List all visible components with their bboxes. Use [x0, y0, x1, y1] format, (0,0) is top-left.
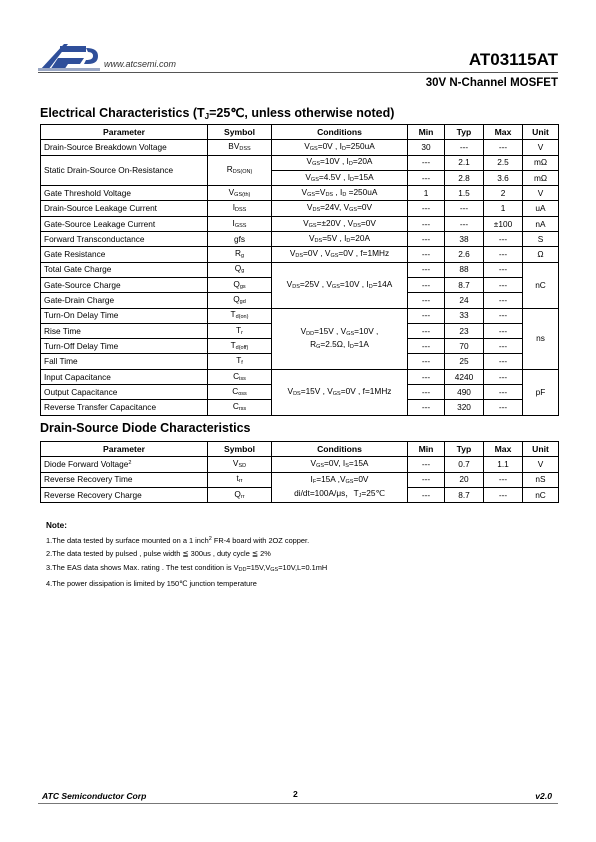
- header-typ: Typ: [445, 442, 484, 457]
- note-item: 3.The EAS data shows Max. rating . The test condition is VDD=15V,VGS=10V,L=0.1mH: [46, 562, 328, 573]
- unit-cell: nC: [523, 262, 559, 308]
- header-symbol: Symbol: [208, 442, 272, 457]
- footer-version: v2.0: [535, 791, 552, 801]
- unit-cell: nA: [523, 216, 559, 231]
- page-number: 2: [293, 789, 298, 799]
- typ-cell: 490: [445, 385, 484, 400]
- header-unit: Unit: [523, 442, 559, 457]
- symbol-cell: gfs: [208, 232, 272, 247]
- param-cell: Reverse Transfer Capacitance: [41, 400, 208, 415]
- atc-logo-icon: [38, 42, 100, 72]
- notes-title: Note:: [46, 521, 67, 530]
- param-cell: Drain-Source Leakage Current: [41, 201, 208, 216]
- table-row: [41, 472, 559, 487]
- max-cell: 2: [484, 186, 523, 201]
- table-row: [41, 369, 559, 384]
- min-cell: ---: [408, 354, 445, 369]
- unit-cell: V: [523, 140, 559, 155]
- min-cell: ---: [408, 400, 445, 415]
- unit-cell: V: [523, 186, 559, 201]
- min-cell: ---: [408, 201, 445, 216]
- max-cell: 1: [484, 201, 523, 216]
- typ-cell: 20: [445, 472, 484, 487]
- typ-cell: 0.7: [445, 457, 484, 472]
- table-row: [41, 247, 559, 262]
- typ-cell: 320: [445, 400, 484, 415]
- min-cell: ---: [408, 487, 445, 502]
- param-cell: Static Drain-Source On-Resistance: [41, 155, 208, 186]
- param-cell: Output Capacitance: [41, 385, 208, 400]
- max-cell: 1.1: [484, 457, 523, 472]
- min-cell: ---: [408, 472, 445, 487]
- min-cell: ---: [408, 457, 445, 472]
- param-cell: Reverse Recovery Charge: [41, 487, 208, 502]
- min-cell: ---: [408, 277, 445, 292]
- symbol-cell: VSD: [208, 457, 272, 472]
- max-cell: ---: [484, 247, 523, 262]
- symbol-cell: VGS(th): [208, 186, 272, 201]
- table-row: [41, 186, 559, 201]
- table-header-row: [41, 125, 559, 140]
- header-conditions: Conditions: [272, 442, 408, 457]
- conditions-cell: VDS=25V , VGS=10V , ID=14A: [272, 262, 408, 308]
- symbol-cell: Crss: [208, 400, 272, 415]
- max-cell: ---: [484, 339, 523, 354]
- conditions-cell: VGS=0V , ID=250uA: [272, 140, 408, 155]
- typ-cell: 88: [445, 262, 484, 277]
- header-conditions: Conditions: [272, 125, 408, 140]
- unit-cell: nC: [523, 487, 559, 502]
- symbol-cell: Qgd: [208, 293, 272, 308]
- max-cell: ---: [484, 323, 523, 338]
- typ-cell: 33: [445, 308, 484, 323]
- symbol-cell: Qg: [208, 262, 272, 277]
- typ-cell: 2.1: [445, 155, 484, 170]
- notes-block: [46, 519, 327, 591]
- min-cell: ---: [408, 262, 445, 277]
- header-unit: Unit: [523, 125, 559, 140]
- param-cell: Gate-Drain Charge: [41, 293, 208, 308]
- table-row: [41, 201, 559, 216]
- param-cell: Reverse Recovery Time: [41, 472, 208, 487]
- typ-cell: 38: [445, 232, 484, 247]
- table-header-row: [41, 442, 559, 457]
- max-cell: 3.6: [484, 170, 523, 185]
- min-cell: 30: [408, 140, 445, 155]
- min-cell: ---: [408, 339, 445, 354]
- max-cell: ---: [484, 385, 523, 400]
- param-cell: Turn-On Delay Time: [41, 308, 208, 323]
- unit-cell: V: [523, 457, 559, 472]
- typ-cell: 23: [445, 323, 484, 338]
- electrical-characteristics-table: [40, 124, 559, 416]
- header-parameter: Parameter: [41, 442, 208, 457]
- conditions-cell: VDS=0V , VGS=0V , f=1MHz: [272, 247, 408, 262]
- header-max: Max: [484, 125, 523, 140]
- typ-cell: 24: [445, 293, 484, 308]
- symbol-cell: IGSS: [208, 216, 272, 231]
- max-cell: ---: [484, 487, 523, 502]
- symbol-cell: Coss: [208, 385, 272, 400]
- header-max: Max: [484, 442, 523, 457]
- symbol-cell: Tr: [208, 323, 272, 338]
- footer-company: ATC Semiconductor Corp: [42, 791, 147, 801]
- max-cell: ---: [484, 400, 523, 415]
- min-cell: ---: [408, 232, 445, 247]
- table-row: [41, 262, 559, 277]
- table-row: [41, 216, 559, 231]
- header-rule: [38, 72, 558, 73]
- symbol-cell: Tf: [208, 354, 272, 369]
- max-cell: ---: [484, 369, 523, 384]
- param-cell: Gate-Source Leakage Current: [41, 216, 208, 231]
- symbol-cell: trr: [208, 472, 272, 487]
- typ-cell: ---: [445, 216, 484, 231]
- max-cell: ---: [484, 140, 523, 155]
- param-cell: Gate Threshold Voltage: [41, 186, 208, 201]
- table-row: [41, 457, 559, 472]
- diode-characteristics-title: Drain-Source Diode Characteristics: [40, 421, 251, 435]
- param-cell: Gate-Source Charge: [41, 277, 208, 292]
- min-cell: ---: [408, 216, 445, 231]
- conditions-cell: VGS=4.5V , ID=15A: [272, 170, 408, 185]
- symbol-cell: Ciss: [208, 369, 272, 384]
- conditions-cell: VGS=±20V , VDS=0V: [272, 216, 408, 231]
- unit-cell: mΩ: [523, 170, 559, 185]
- min-cell: ---: [408, 385, 445, 400]
- param-cell: Fall Time: [41, 354, 208, 369]
- param-cell: Forward Transconductance: [41, 232, 208, 247]
- max-cell: ---: [484, 293, 523, 308]
- conditions-cell: VDS=15V , VGS=0V , f=1MHz: [272, 369, 408, 415]
- note-item: 2.The data tested by pulsed , pulse width ≦ 300us , duty cycle ≦ 2%: [46, 549, 271, 558]
- conditions-cell: VDS=24V, VGS=0V: [272, 201, 408, 216]
- typ-cell: 8.7: [445, 277, 484, 292]
- max-cell: 2.5: [484, 155, 523, 170]
- max-cell: ±100: [484, 216, 523, 231]
- param-cell: Input Capacitance: [41, 369, 208, 384]
- min-cell: ---: [408, 170, 445, 185]
- typ-cell: 70: [445, 339, 484, 354]
- conditions-cell: VGS=10V , ID=20A: [272, 155, 408, 170]
- min-cell: ---: [408, 155, 445, 170]
- unit-cell: uA: [523, 201, 559, 216]
- unit-cell: pF: [523, 369, 559, 415]
- table-row: [41, 308, 559, 323]
- website-link[interactable]: www.atcsemi.com: [104, 59, 177, 69]
- conditions-cell: VDD=15V , VGS=10V , RG=2.5Ω, ID=1A: [272, 308, 408, 369]
- param-cell: Gate Resistance: [41, 247, 208, 262]
- min-cell: 1: [408, 186, 445, 201]
- footer-rule: [38, 803, 558, 804]
- conditions-cell: VDS=5V , ID=20A: [272, 232, 408, 247]
- typ-cell: 1.5: [445, 186, 484, 201]
- min-cell: ---: [408, 308, 445, 323]
- conditions-cell: IF=15A ,VGS=0V di/dt=100A/μs，TJ=25℃: [272, 472, 408, 503]
- symbol-cell: Qrr: [208, 487, 272, 502]
- header-min: Min: [408, 125, 445, 140]
- header-symbol: Symbol: [208, 125, 272, 140]
- max-cell: ---: [484, 308, 523, 323]
- note-item: 1.The data tested by surface mounted on a 1 inch$^2$ FR-4 board with 2OZ copper.: [46, 535, 310, 545]
- typ-cell: 2.8: [445, 170, 484, 185]
- symbol-cell: Td(off): [208, 339, 272, 354]
- typ-cell: ---: [445, 201, 484, 216]
- typ-cell: ---: [445, 140, 484, 155]
- symbol-cell: Rg: [208, 247, 272, 262]
- min-cell: ---: [408, 369, 445, 384]
- unit-cell: mΩ: [523, 155, 559, 170]
- param-cell: Turn-Off Delay Time: [41, 339, 208, 354]
- header-parameter: Parameter: [41, 125, 208, 140]
- note-item: 4.The power dissipation is limited by 150℃ junction temperature: [46, 579, 257, 588]
- min-cell: ---: [408, 247, 445, 262]
- device-subtitle: 30V N-Channel MOSFET: [425, 77, 558, 89]
- min-cell: ---: [408, 323, 445, 338]
- max-cell: ---: [484, 262, 523, 277]
- max-cell: ---: [484, 277, 523, 292]
- symbol-cell: Td(on): [208, 308, 272, 323]
- symbol-cell: BVDSS: [208, 140, 272, 155]
- unit-cell: S: [523, 232, 559, 247]
- symbol-cell: IDSS: [208, 201, 272, 216]
- unit-cell: Ω: [523, 247, 559, 262]
- typ-cell: 25: [445, 354, 484, 369]
- conditions-cell: VGS=VDS , ID =250uA: [272, 186, 408, 201]
- param-cell: Rise Time: [41, 323, 208, 338]
- conditions-cell: VGS=0V, IS=15A: [272, 457, 408, 472]
- max-cell: ---: [484, 232, 523, 247]
- table-row: [41, 140, 559, 155]
- diode-characteristics-table: [40, 441, 559, 503]
- table-row: [41, 232, 559, 247]
- min-cell: ---: [408, 293, 445, 308]
- part-number: AT03115AT: [468, 50, 558, 69]
- symbol-cell: RDS(ON): [208, 155, 272, 186]
- param-cell: Total Gate Charge: [41, 262, 208, 277]
- unit-cell: ns: [523, 308, 559, 369]
- symbol-cell: Qgs: [208, 277, 272, 292]
- typ-cell: 4240: [445, 369, 484, 384]
- header-typ: Typ: [445, 125, 484, 140]
- param-cell: Diode Forward Voltage$^2$: [41, 457, 208, 472]
- typ-cell: 2.6: [445, 247, 484, 262]
- max-cell: ---: [484, 354, 523, 369]
- typ-cell: 8.7: [445, 487, 484, 502]
- unit-cell: nS: [523, 472, 559, 487]
- max-cell: ---: [484, 472, 523, 487]
- param-cell: Drain-Source Breakdown Voltage: [41, 140, 208, 155]
- electrical-characteristics-title: Electrical Characteristics ($T_J=25℃$, unless otherwise noted): [40, 106, 395, 121]
- table-row: [41, 155, 559, 170]
- header-min: Min: [408, 442, 445, 457]
